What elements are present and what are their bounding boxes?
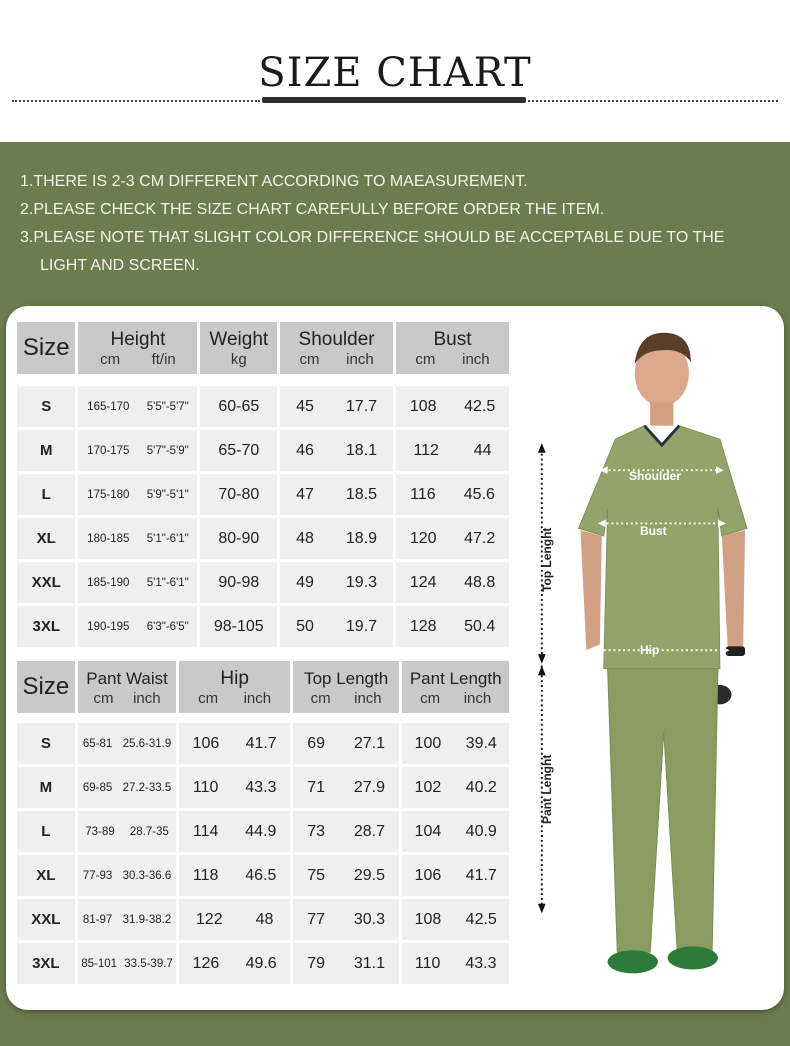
hip-cell: 118 46.5 [179, 855, 289, 896]
size-cell: 3XL [17, 606, 75, 647]
shoulder-cell: 49 19.3 [280, 562, 393, 603]
height-cell: 190-195 6'3"-6'5" [78, 606, 197, 647]
right-arm [722, 530, 745, 650]
header-height: Height cm ft/in [78, 322, 197, 374]
table-row [17, 518, 509, 559]
header-shoulder: Shoulder cm inch [280, 322, 393, 374]
scrub-pants [608, 669, 718, 953]
top-length-cell: 79 31.1 [293, 943, 400, 984]
top-length-label: Top Lenght [540, 527, 554, 592]
note-3-continued: LIGHT AND SCREEN. [40, 257, 200, 274]
table-row [17, 474, 509, 515]
hip-cell: 122 48 [179, 899, 289, 940]
header [0, 0, 790, 142]
hip-cell: 114 44.9 [179, 811, 289, 852]
size-cell: L [17, 811, 75, 852]
title-underline [262, 97, 526, 103]
left-shoe [608, 950, 658, 973]
top-length-cell: 75 29.5 [293, 855, 400, 896]
size-cell: M [17, 767, 75, 808]
top-length-cell: 71 27.9 [293, 767, 400, 808]
hip-cell: 106 41.7 [179, 723, 289, 764]
weight-cell: 98-105 [200, 606, 277, 647]
bust-cell: 112 44 [396, 430, 509, 471]
height-cell: 170-175 5'7"-5'9" [78, 430, 197, 471]
left-arm [581, 530, 602, 650]
header-pant-length: Pant Length cm inch [402, 661, 509, 713]
watch [726, 646, 745, 656]
pant-length-cell: 100 39.4 [402, 723, 509, 764]
shoulder-cell: 50 19.7 [280, 606, 393, 647]
pant-waist-cell: 81-97 31.9-38.2 [78, 899, 177, 940]
top-size-table [14, 319, 512, 650]
table-row [17, 767, 509, 808]
table-row [17, 430, 509, 471]
table-row [17, 606, 509, 647]
note-1: 1.THERE IS 2-3 CM DIFFERENT ACCORDING TO MAEASUREMENT. [20, 173, 528, 190]
pant-waist-cell: 77-93 30.3-36.6 [78, 855, 177, 896]
size-cell: XXL [17, 899, 75, 940]
weight-cell: 60-65 [200, 386, 277, 427]
shoulder-cell: 48 18.9 [280, 518, 393, 559]
shoulder-cell: 47 18.5 [280, 474, 393, 515]
size-cell: S [17, 723, 75, 764]
bust-cell: 124 48.8 [396, 562, 509, 603]
weight-cell: 70-80 [200, 474, 277, 515]
notes [20, 168, 780, 280]
bust-cell: 116 45.6 [396, 474, 509, 515]
pant-waist-cell: 73-89 28.7-35 [78, 811, 177, 852]
size-chart-card [6, 306, 784, 1010]
bottom-size-table [14, 658, 512, 987]
table-header-row [17, 322, 509, 374]
height-cell: 185-190 5'1"-6'1" [78, 562, 197, 603]
top-length-cell: 77 30.3 [293, 899, 400, 940]
pant-length-cell: 102 40.2 [402, 767, 509, 808]
table-row [17, 943, 509, 984]
top-length-cell: 73 28.7 [293, 811, 400, 852]
bust-cell: 120 47.2 [396, 518, 509, 559]
size-cell: XXL [17, 562, 75, 603]
size-cell: XL [17, 855, 75, 896]
table-row [17, 855, 509, 896]
size-cell: S [17, 386, 75, 427]
shoulder-label: Shoulder [629, 469, 682, 483]
bust-label: Bust [640, 524, 667, 538]
pant-waist-cell: 69-85 27.2-33.5 [78, 767, 177, 808]
weight-cell: 90-98 [200, 562, 277, 603]
neck [650, 402, 673, 425]
table-row [17, 811, 509, 852]
pant-length-cell: 108 42.5 [402, 899, 509, 940]
header-pant-waist: Pant Waist cm inch [78, 661, 177, 713]
table-row [17, 723, 509, 764]
header-top-length: Top Length cm inch [293, 661, 400, 713]
height-cell: 175-180 5'9"-5'1" [78, 474, 197, 515]
hip-cell: 110 43.3 [179, 767, 289, 808]
size-cell: M [17, 430, 75, 471]
table-row [17, 386, 509, 427]
size-cell: XL [17, 518, 75, 559]
shoulder-cell: 46 18.1 [280, 430, 393, 471]
pant-waist-cell: 85-101 33.5-39.7 [78, 943, 177, 984]
height-cell: 165-170 5'5"-5'7" [78, 386, 197, 427]
dotted-divider-right [528, 100, 778, 102]
pant-length-label: Pant Lenght [540, 754, 554, 824]
hip-label: Hip [640, 643, 660, 657]
header-hip: Hip cm inch [179, 661, 289, 713]
right-shoe [668, 946, 718, 969]
dotted-divider-left [12, 100, 260, 102]
header-size: Size [17, 322, 75, 374]
note-2: 2.PLEASE CHECK THE SIZE CHART CAREFULLY BEFORE ORDER THE ITEM. [20, 201, 605, 218]
header-size: Size [17, 661, 75, 713]
height-cell: 180-185 5'1"-6'1" [78, 518, 197, 559]
pant-waist-cell: 65-81 25.6-31.9 [78, 723, 177, 764]
top-length-cell: 69 27.1 [293, 723, 400, 764]
table-row [17, 562, 509, 603]
table-row [17, 899, 509, 940]
shoulder-cell: 45 17.7 [280, 386, 393, 427]
bust-cell: 128 50.4 [396, 606, 509, 647]
pant-length-cell: 110 43.3 [402, 943, 509, 984]
weight-cell: 80-90 [200, 518, 277, 559]
note-3: 3.PLEASE NOTE THAT SLIGHT COLOR DIFFERENCE SHOULD BE ACCEPTABLE DUE TO THE [20, 229, 725, 246]
hip-cell: 126 49.6 [179, 943, 289, 984]
page-title: SIZE CHART [258, 50, 532, 96]
bust-cell: 108 42.5 [396, 386, 509, 427]
pant-length-cell: 104 40.9 [402, 811, 509, 852]
scrub-top [579, 426, 747, 669]
size-cell: L [17, 474, 75, 515]
pant-length-cell: 106 41.7 [402, 855, 509, 896]
size-cell: 3XL [17, 943, 75, 984]
table-header-row [17, 661, 509, 713]
weight-cell: 65-70 [200, 430, 277, 471]
header-weight: Weight kg [200, 322, 277, 374]
header-bust: Bust cm inch [396, 322, 509, 374]
